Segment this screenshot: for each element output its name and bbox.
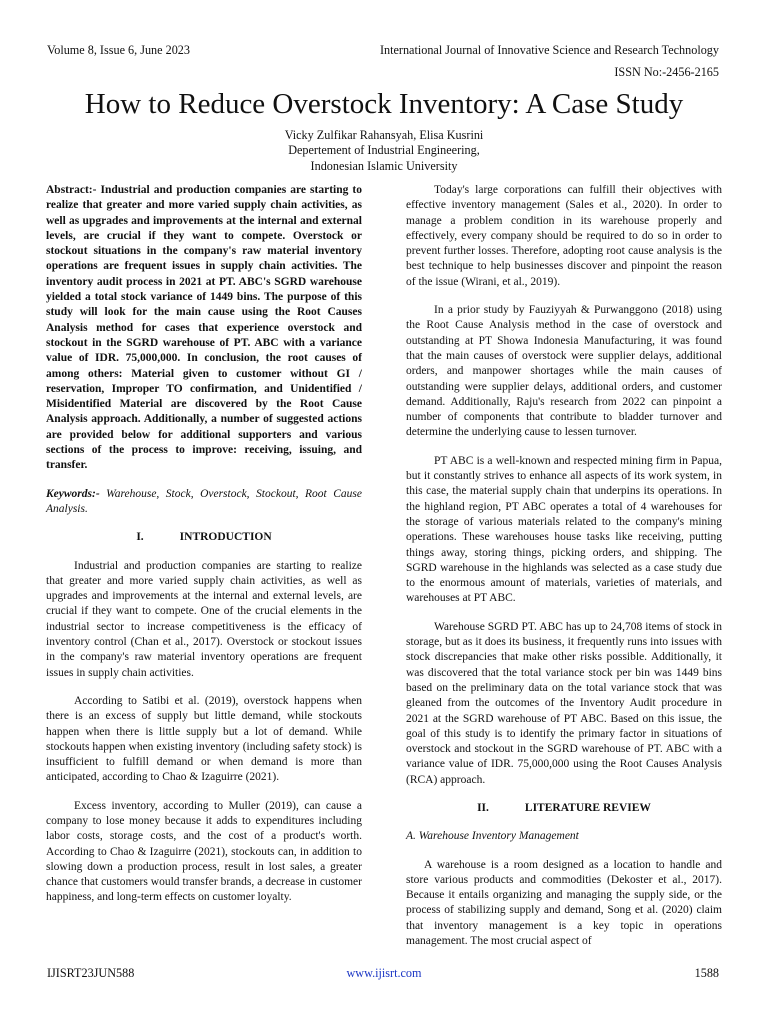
journal-url-link[interactable]: www.ijisrt.com [346, 966, 422, 980]
right-column [406, 183, 722, 962]
keywords-text: Warehouse, Stock, Overstock, Stockout, Root Cause Analysis. [46, 487, 362, 515]
section-title: LITERATURE REVIEW [524, 801, 651, 814]
section-heading-introduction [46, 530, 362, 545]
body-paragraph: PT ABC is a well-known and respected mining firm in Papua, but it constantly strives to enhance all aspects of its work system, in this case, the material supply chain that underpins its operations. In the highland region, PT ABC operates a total of 4 warehouses for the storage of various materials related to the company's mining operations. These warehouses house tasks like receiving, putting things away, storing things, picking orders, and shipping. The SGRD warehouse in the highlands was selected as a case study due to the enormous amount of materials, varieties of materials, and warehouses at PT ABC. [406, 454, 722, 605]
page-number: 1588 [694, 966, 719, 980]
body-paragraph: Today's large corporations can fulfill their objectives with effective inventory management (Sales et al., 2020). In order to manage a problem condition in its warehouse properly and effectively, every company should be required to do so in order to prevent further losses. Therefore, adopting root cause analysis is the best technique to help businesses discover and pinpoint the reason of the issue (Wirani, et al., 2019). [406, 184, 722, 288]
abstract: Abstract:- Industrial and production companies are starting to realize that greater and more varied supply chain activities, as well as upgrades and improvements at the internal and external levels, are crucial if they want to compete. Overstock or stockout situations in the company's raw material inventory operations are frequent issues in supply chain activities. The inventory audit process in 2021 at PT. ABC's SGRD warehouse yielded a total stock variance of 1449 bins. The purpose of this study will look for the main cause using the Root Causes Analysis method for cases that experience overstock and stockout in the SGRD warehouse of PT. ABC with a variance value of IDR. 75,000,000. In conclusion, the root causes of among others: Material given to customer without GI / reservation, Improper TO confirmation, and Unidentified / Misidentified Material are discovered by the Root Cause Analysis approach. Additionally, a number of suggested actions are provided below for additional supporters and various sections of the process to improve: receiving, issuing, and transfer. [46, 184, 362, 472]
intro-paragraph: Excess inventory, according to Muller (2019), can cause a company to lose money because it adds to expenditures including labor costs, storage costs, and the cost of a product's worth. According to Chao & Izaguirre (2021), stockouts can, in addition to slowing down a production process, result in lost sales, a greater chance that customers would transfer brands, a decrease in customer happiness, and long-term effects on customer loyalty. [46, 799, 362, 904]
journal-issn: ISSN No:-2456-2165 [614, 65, 719, 79]
paper-code: IJISRT23JUN588 [47, 966, 135, 980]
author-university: Indonesian Islamic University [310, 158, 458, 173]
author-block [0, 128, 768, 174]
keywords-label: Keywords:- [46, 487, 100, 500]
section-heading-literature-review [406, 801, 722, 816]
literature-paragraph: A warehouse is a room designed as a location to handle and store various products and commodities (Dekoster et al., 2017). Because it entails organizing and managing the supply side, or the process of stabilizing supply and demand, Song et al. (2020) claim that inventory management is a key topic in operations management. The most crucial aspect of [406, 858, 722, 948]
subsection-heading: A. Warehouse Inventory Management [406, 830, 579, 843]
body-paragraph: Warehouse SGRD PT. ABC has up to 24,708 items of stock in storage, but as it does its business, it frequently runs into issues with stock discrepancies that make other risks possible. Additionally, it was discovered that the total variance stock per bin was 1449 bins based on the preliminary data on the total variance stock that was gleaned from the outcomes of the Inventory Audit procedure in 2021 at the SGRD warehouse of PT ABC. Based on this issue, the goal of this study is to identify the primary factor in situations of overstock and stockout in the SGRD warehouse of PT. ABC with a variance value of IDR. 75,000,000 using the Root Causes Analysis (RCA) approach. [406, 620, 722, 786]
left-column [46, 183, 362, 919]
author-names: Vicky Zulfikar Rahansyah, Elisa Kusrini [284, 128, 484, 142]
keywords [46, 487, 362, 518]
intro-paragraph: According to Satibi et al. (2019), overstock happens when there is an excess of supply but little demand, while stockouts happen when there is little supply but a lot of demand. While stockouts happen when existing inventory (including safety stock) is insufficient to fulfill demand or when demand is more than anticipated, according to Chao & Izaguirre (2021). [46, 694, 362, 784]
author-department: Depertement of Industrial Engineering, [288, 143, 480, 158]
paper-title: How to Reduce Overstock Inventory: A Case Study [84, 88, 684, 120]
section-number: I. [136, 531, 144, 544]
intro-paragraph: Industrial and production companies are starting to realize that greater and more varied supply chain activities, as well as upgrades and improvements at the internal and external levels, are crucial if they want to compete. One of the crucial elements in the industrial sector to increase competitiveness is the efficacy of inventory control (Chan et al., 2017). Overstock or stockout issues in the company's raw material inventory operations are frequent issues in supply chain activities. [46, 559, 362, 679]
journal-volume: Volume 8, Issue 6, June 2023 [47, 43, 190, 57]
section-number: II. [477, 801, 489, 814]
section-title: INTRODUCTION [179, 531, 272, 544]
journal-name: International Journal of Innovative Science and Research Technology [379, 43, 719, 57]
body-paragraph: In a prior study by Fauziyyah & Purwanggono (2018) using the Root Cause Analysis method in the case of overstock and outstanding at PT Showa Indonesia Manufacturing, it was found that the main causes of overstock were supplier delays, additional orders, and manpower shortages while the main causes of outstanding were supplier delays, additional orders, and customer demand. Additionally, Raju's research from 2022 can pinpoint a number of components that contribute to bladder turnover and determine the underlying cause to lessen turnover. [406, 304, 722, 439]
